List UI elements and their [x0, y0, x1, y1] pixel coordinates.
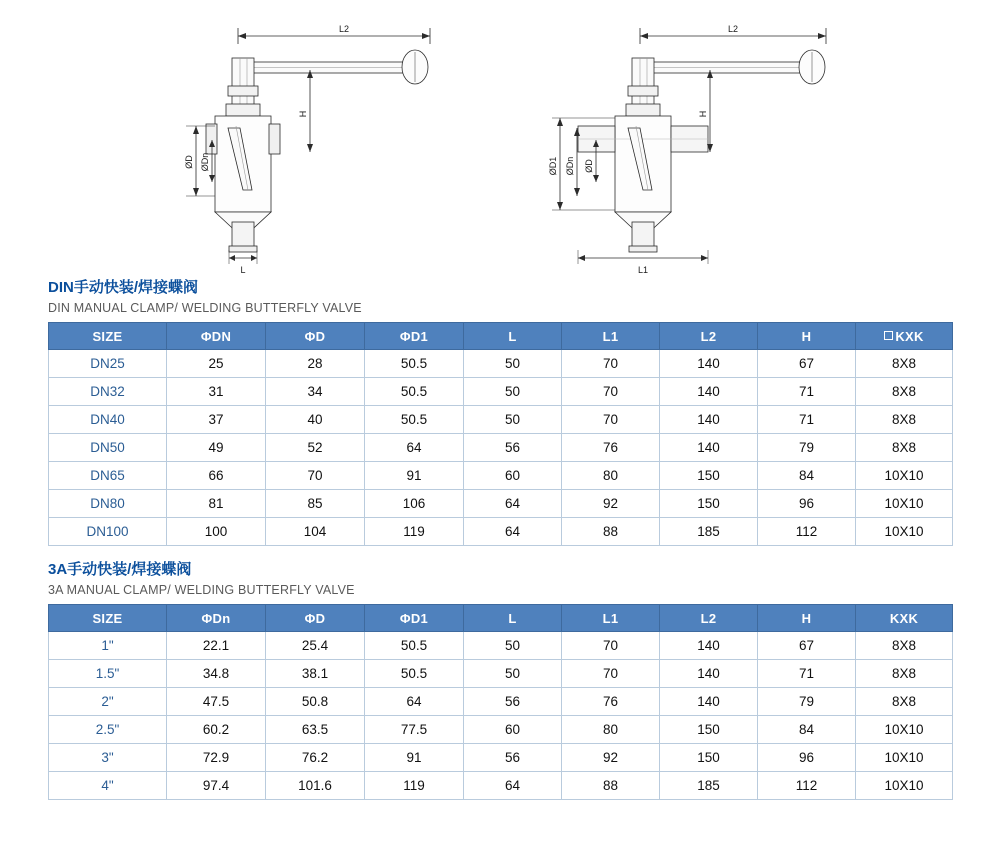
cell-kxk: 8X8	[856, 350, 953, 378]
section-din	[0, 278, 1000, 546]
din-table-wrap	[48, 322, 952, 546]
cell-size: DN65	[49, 462, 167, 490]
cell-l: 50	[464, 378, 562, 406]
table-row	[49, 660, 953, 688]
3a-col-kxk: KXK	[856, 605, 953, 632]
cell-od1: 50.5	[365, 660, 464, 688]
table-row	[49, 378, 953, 406]
cell-l1: 70	[562, 632, 660, 660]
label-right-l1: L1	[637, 265, 649, 275]
cell-l2: 140	[660, 688, 758, 716]
cell-l2: 140	[660, 406, 758, 434]
label-left-l2: L2	[338, 24, 350, 34]
cell-size: 1.5"	[49, 660, 167, 688]
cell-h: 84	[758, 462, 856, 490]
cell-l: 56	[464, 688, 562, 716]
cell-size: DN40	[49, 406, 167, 434]
cell-l: 56	[464, 434, 562, 462]
cell-h: 96	[758, 744, 856, 772]
cell-h: 71	[758, 406, 856, 434]
cell-od: 38.1	[266, 660, 365, 688]
cell-l1: 70	[562, 660, 660, 688]
cell-od: 34	[266, 378, 365, 406]
3a-col-odn: ΦDn	[167, 605, 266, 632]
3a-col-l: L	[464, 605, 562, 632]
cell-l: 60	[464, 716, 562, 744]
section-din-title-cn: DIN手动快装/焊接蝶阀	[48, 279, 199, 296]
cell-odn: 22.1	[167, 632, 266, 660]
din-header-row	[49, 323, 953, 350]
cell-od: 76.2	[266, 744, 365, 772]
cell-size: 4"	[49, 772, 167, 800]
cell-l2: 150	[660, 744, 758, 772]
cell-l2: 150	[660, 716, 758, 744]
square-icon	[884, 331, 893, 340]
cell-l1: 88	[562, 772, 660, 800]
cell-size: DN100	[49, 518, 167, 546]
din-col-od1: ΦD1	[365, 323, 464, 350]
cell-l1: 70	[562, 378, 660, 406]
cell-h: 71	[758, 378, 856, 406]
section-3a-title-cn: 3A手动快装/焊接蝶阀	[48, 561, 192, 578]
label-left-l: L	[240, 265, 246, 275]
din-col-odn: ΦDN	[167, 323, 266, 350]
3a-col-od: ΦD	[266, 605, 365, 632]
cell-od1: 106	[365, 490, 464, 518]
cell-od: 52	[266, 434, 365, 462]
label-right-od: ØD	[584, 159, 594, 173]
table-row	[49, 490, 953, 518]
table-row	[49, 518, 953, 546]
cell-l2: 185	[660, 518, 758, 546]
din-col-h: H	[758, 323, 856, 350]
cell-size: DN25	[49, 350, 167, 378]
cell-kxk: 10X10	[856, 744, 953, 772]
label-right-l2: L2	[727, 24, 739, 34]
cell-l2: 140	[660, 632, 758, 660]
3a-spec-table	[48, 604, 953, 800]
label-right-odn: ØDn	[565, 156, 575, 176]
din-col-od: ΦD	[266, 323, 365, 350]
cell-h: 112	[758, 518, 856, 546]
cell-l2: 150	[660, 490, 758, 518]
cell-od: 101.6	[266, 772, 365, 800]
cell-l1: 88	[562, 518, 660, 546]
cell-h: 67	[758, 350, 856, 378]
label-left-od: ØD	[184, 155, 194, 169]
cell-h: 84	[758, 716, 856, 744]
din-col-l2: L2	[660, 323, 758, 350]
cell-l: 50	[464, 350, 562, 378]
cell-od1: 91	[365, 462, 464, 490]
cell-size: 2.5"	[49, 716, 167, 744]
cell-od: 50.8	[266, 688, 365, 716]
cell-h: 79	[758, 434, 856, 462]
table-row	[49, 632, 953, 660]
cell-od1: 119	[365, 772, 464, 800]
cell-l1: 92	[562, 490, 660, 518]
label-right-od1: ØD1	[548, 156, 558, 176]
cell-od: 104	[266, 518, 365, 546]
cell-odn: 34.8	[167, 660, 266, 688]
3a-table-wrap	[48, 604, 952, 800]
cell-size: 3"	[49, 744, 167, 772]
cell-l: 50	[464, 632, 562, 660]
cell-od: 85	[266, 490, 365, 518]
table-row	[49, 350, 953, 378]
label-right-h: H	[698, 110, 708, 118]
cell-odn: 100	[167, 518, 266, 546]
cell-size: DN50	[49, 434, 167, 462]
cell-kxk: 8X8	[856, 688, 953, 716]
cell-od1: 50.5	[365, 632, 464, 660]
cell-size: DN32	[49, 378, 167, 406]
cell-l2: 150	[660, 462, 758, 490]
cell-h: 79	[758, 688, 856, 716]
cell-odn: 49	[167, 434, 266, 462]
din-col-kxk	[856, 323, 953, 350]
din-col-kxk-label: KXK	[895, 328, 924, 344]
cell-l2: 140	[660, 350, 758, 378]
3a-col-od1: ΦD1	[365, 605, 464, 632]
cell-l1: 92	[562, 744, 660, 772]
cell-kxk: 10X10	[856, 518, 953, 546]
3a-col-l1: L1	[562, 605, 660, 632]
cell-l1: 80	[562, 462, 660, 490]
cell-od1: 50.5	[365, 406, 464, 434]
cell-od1: 77.5	[365, 716, 464, 744]
3a-col-size: SIZE	[49, 605, 167, 632]
cell-kxk: 8X8	[856, 632, 953, 660]
3a-col-h: H	[758, 605, 856, 632]
drawings-area	[0, 0, 1000, 278]
cell-l2: 140	[660, 660, 758, 688]
section-din-title-en: DIN MANUAL CLAMP/ WELDING BUTTERFLY VALVE	[48, 301, 362, 315]
section-3a	[0, 560, 1000, 800]
cell-kxk: 8X8	[856, 434, 953, 462]
cell-kxk: 8X8	[856, 660, 953, 688]
clamp-butterfly-valve-drawing	[186, 28, 430, 264]
cell-kxk: 10X10	[856, 462, 953, 490]
cell-odn: 72.9	[167, 744, 266, 772]
cell-odn: 60.2	[167, 716, 266, 744]
table-row	[49, 462, 953, 490]
label-left-h: H	[298, 110, 308, 118]
cell-odn: 47.5	[167, 688, 266, 716]
3a-header-row	[49, 605, 953, 632]
cell-odn: 66	[167, 462, 266, 490]
cell-h: 96	[758, 490, 856, 518]
cell-od1: 64	[365, 434, 464, 462]
label-left-odn: ØDn	[200, 152, 210, 172]
cell-kxk: 10X10	[856, 716, 953, 744]
din-table-body	[49, 350, 953, 546]
welding-butterfly-valve-drawing	[552, 28, 826, 264]
cell-size: 1"	[49, 632, 167, 660]
cell-h: 112	[758, 772, 856, 800]
table-row	[49, 688, 953, 716]
cell-odn: 81	[167, 490, 266, 518]
cell-l: 64	[464, 490, 562, 518]
cell-od: 28	[266, 350, 365, 378]
cell-l1: 76	[562, 434, 660, 462]
cell-l2: 140	[660, 434, 758, 462]
cell-od1: 50.5	[365, 378, 464, 406]
cell-od1: 119	[365, 518, 464, 546]
cell-l1: 70	[562, 350, 660, 378]
table-row	[49, 434, 953, 462]
table-row	[49, 772, 953, 800]
3a-col-l2: L2	[660, 605, 758, 632]
din-col-size: SIZE	[49, 323, 167, 350]
cell-od: 40	[266, 406, 365, 434]
cell-size: DN80	[49, 490, 167, 518]
cell-l: 64	[464, 518, 562, 546]
cell-od: 70	[266, 462, 365, 490]
cell-odn: 37	[167, 406, 266, 434]
3a-table-body	[49, 632, 953, 800]
cell-l: 50	[464, 660, 562, 688]
cell-odn: 31	[167, 378, 266, 406]
cell-l: 56	[464, 744, 562, 772]
din-col-l: L	[464, 323, 562, 350]
cell-od1: 50.5	[365, 350, 464, 378]
table-row	[49, 744, 953, 772]
cell-od: 25.4	[266, 632, 365, 660]
cell-l2: 140	[660, 378, 758, 406]
cell-size: 2"	[49, 688, 167, 716]
cell-kxk: 8X8	[856, 406, 953, 434]
table-row	[49, 406, 953, 434]
cell-kxk: 10X10	[856, 490, 953, 518]
cell-odn: 25	[167, 350, 266, 378]
cell-od: 63.5	[266, 716, 365, 744]
cell-l: 64	[464, 772, 562, 800]
cell-h: 71	[758, 660, 856, 688]
cell-odn: 97.4	[167, 772, 266, 800]
cell-l1: 80	[562, 716, 660, 744]
cell-l1: 76	[562, 688, 660, 716]
cell-kxk: 8X8	[856, 378, 953, 406]
cell-od1: 91	[365, 744, 464, 772]
valve-drawings-svg	[0, 0, 1000, 278]
din-col-l1: L1	[562, 323, 660, 350]
section-3a-title-en: 3A MANUAL CLAMP/ WELDING BUTTERFLY VALVE	[48, 583, 355, 597]
cell-l2: 185	[660, 772, 758, 800]
cell-l: 60	[464, 462, 562, 490]
cell-h: 67	[758, 632, 856, 660]
cell-l: 50	[464, 406, 562, 434]
cell-l1: 70	[562, 406, 660, 434]
table-row	[49, 716, 953, 744]
din-spec-table	[48, 322, 953, 546]
cell-kxk: 10X10	[856, 772, 953, 800]
cell-od1: 64	[365, 688, 464, 716]
